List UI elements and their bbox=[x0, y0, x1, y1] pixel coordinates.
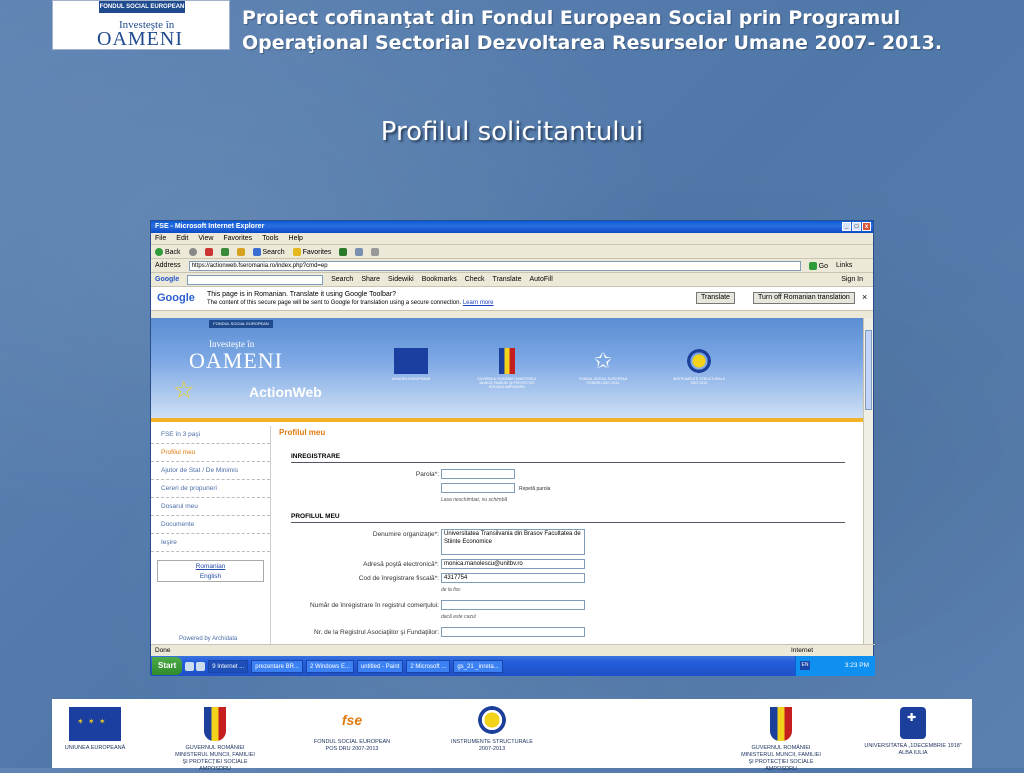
romania-crest-icon bbox=[770, 707, 792, 741]
eu-flag-icon bbox=[69, 707, 121, 741]
favorites-button[interactable] bbox=[293, 248, 332, 256]
email-label: Adresă poştă electronică*: bbox=[363, 561, 439, 568]
password-hint: Lasa neschimbat, nu schimbă bbox=[441, 497, 508, 503]
banner-actionweb: ActionWeb bbox=[249, 384, 322, 400]
email-input[interactable]: monica.manolescu@unitbv.ro bbox=[441, 559, 585, 569]
fiscal-code-input[interactable]: 4317754 bbox=[441, 573, 585, 583]
banner-invest: Investeşte în bbox=[209, 339, 255, 349]
back-button[interactable] bbox=[155, 248, 181, 256]
lang-english-link[interactable]: English bbox=[199, 573, 222, 580]
sidebar-item-dosarul-meu[interactable]: Dosarul meu bbox=[151, 498, 270, 516]
page-title: Profilul meu bbox=[279, 428, 326, 437]
association-register-input[interactable] bbox=[441, 627, 585, 637]
go-label: Go bbox=[818, 262, 828, 270]
windows-taskbar bbox=[151, 656, 875, 676]
sidebar-item-cereri[interactable]: Cereri de propuneri bbox=[151, 480, 270, 498]
page-scrollbar[interactable] bbox=[863, 318, 873, 644]
fse-logo bbox=[52, 0, 230, 50]
banner-logo-fse-label: FONDUL SOCIAL EUROPEAN POSDRU 2007-2013 bbox=[578, 377, 628, 385]
footer-logo-gov2-line3: ŞI PROTECŢIEI SOCIALE bbox=[748, 759, 814, 765]
star-icon bbox=[293, 248, 301, 256]
translate-message: This page is in Romanian. Translate it using Google Toolbar? bbox=[207, 291, 396, 298]
quick-launch-icon[interactable] bbox=[196, 662, 205, 671]
trade-register-input[interactable] bbox=[441, 600, 585, 610]
taskbar-item-internet[interactable]: 9 Internet ... bbox=[208, 660, 248, 673]
back-icon bbox=[155, 248, 163, 256]
banner-logo-eu bbox=[381, 348, 441, 389]
footer-logo-gov2-line1: GUVERNUL ROMÂNIEI bbox=[751, 745, 811, 751]
taskbar-item-paint[interactable]: untitled - Paint bbox=[357, 660, 403, 673]
banner-oameni: OAMENI bbox=[189, 348, 283, 373]
search-label: Search bbox=[262, 248, 285, 256]
footer-logo-gov1-line2: MINISTERUL MUNCII, FAMILIEI bbox=[175, 752, 255, 758]
sidebar-item-iesire[interactable]: Ieşire bbox=[151, 534, 270, 552]
translate-submessage bbox=[207, 300, 494, 306]
footer-logo-fse-line1: FONDUL SOCIAL EUROPEAN bbox=[313, 739, 391, 745]
language-switcher bbox=[157, 560, 264, 582]
banner-fse-band: FONDUL SOCIAL EUROPEAN bbox=[209, 320, 273, 328]
sidebar-item-fse-3-pasi[interactable]: FSE în 3 paşi bbox=[151, 426, 270, 444]
banner-logo-eu-label: UNIUNEA EUROPEANĂ bbox=[391, 377, 431, 381]
quick-launch-icon[interactable] bbox=[185, 662, 194, 671]
star-icon: ☆ bbox=[173, 377, 195, 404]
menu-help[interactable]: Help bbox=[288, 235, 303, 242]
section-profilul-meu: PROFILUL MEU bbox=[291, 513, 845, 523]
google-toolbar bbox=[151, 273, 873, 287]
sidebar-item-profilul-meu[interactable]: Profilul meu bbox=[151, 444, 270, 462]
search-icon bbox=[253, 248, 261, 256]
go-button[interactable] bbox=[809, 262, 828, 270]
fse-star-icon: fse bbox=[341, 712, 363, 728]
footer-logo-gov1-line1: GUVERNUL ROMÂNIEI bbox=[185, 745, 245, 751]
taskbar-item-pdf[interactable]: gs_21 _inreta... bbox=[453, 660, 502, 673]
refresh-icon[interactable] bbox=[221, 248, 229, 256]
fiscal-code-hint: de la fisc bbox=[441, 587, 461, 593]
header-title-line2: Operaţional Sectorial Dezvoltarea Resurselor Umane 2007- 2013. bbox=[242, 32, 943, 54]
translate-bar bbox=[151, 287, 873, 311]
scrollbar-thumb[interactable] bbox=[865, 330, 872, 410]
go-icon bbox=[809, 262, 817, 270]
footer-logo-fse-line2: POS DRU 2007-2013 bbox=[325, 746, 379, 752]
footer-logo-eu bbox=[60, 707, 130, 752]
taskbar-item-prezentare[interactable]: prezentare BR... bbox=[251, 660, 303, 673]
banner-logo-gov-label: GUVERNUL ROMÂNIEI MINISTERUL MUNCII, FAMILIEI ŞI PROTECŢIEI SOCIALE AMPOSDRU bbox=[477, 377, 537, 389]
footer-logo-gov2-line2: MINISTERUL MUNCII, FAMILIEI bbox=[741, 752, 821, 758]
learn-more-link[interactable]: Learn more bbox=[462, 300, 494, 306]
romania-crest-icon bbox=[204, 707, 226, 741]
header-title bbox=[242, 6, 1012, 56]
status-text: Done bbox=[155, 647, 171, 654]
browser-statusbar bbox=[151, 644, 875, 656]
address-input[interactable]: https://actionweb.fseromania.ro/index.php?cmd=ep bbox=[189, 261, 801, 271]
banner-logos bbox=[381, 348, 729, 389]
organization-label: Denumire organizaţie*: bbox=[372, 531, 439, 538]
site-sidebar bbox=[151, 426, 271, 644]
google-translate-button[interactable]: Translate bbox=[492, 276, 522, 283]
footer-logo-gov1-line4: AMPOSDRU bbox=[199, 766, 231, 772]
fse-logo-line1: Investeşte în bbox=[119, 19, 175, 31]
repeat-password-input[interactable] bbox=[441, 483, 515, 493]
header-title-line1: Proiect cofinanţat din Fondul European Social prin Programul bbox=[242, 7, 901, 29]
google-check-button[interactable]: Check bbox=[464, 276, 485, 283]
association-register-label: Nr. de la Registrul Asociaţiilor şi Fundaţiilor: bbox=[314, 629, 439, 636]
taskbar-item-microsoft[interactable]: 2 Microsoft ... bbox=[406, 660, 450, 673]
google-autofill-button[interactable]: AutoFill bbox=[529, 276, 553, 283]
turn-off-translation-button[interactable]: Turn off Romanian translation bbox=[753, 292, 855, 304]
close-icon[interactable]: x bbox=[862, 222, 871, 231]
media-icon[interactable] bbox=[339, 248, 347, 256]
google-toolbar-logo: Google bbox=[155, 276, 180, 283]
sidebar-item-documente[interactable]: Documente bbox=[151, 516, 270, 534]
minimize-icon[interactable]: _ bbox=[842, 222, 851, 231]
menu-favorites[interactable]: Favorites bbox=[223, 235, 253, 242]
maximize-icon[interactable]: □ bbox=[852, 222, 861, 231]
footer-logo-gov2 bbox=[726, 707, 836, 773]
address-label: Address bbox=[155, 262, 181, 269]
status-zone: Internet bbox=[791, 647, 814, 654]
quick-launch bbox=[185, 662, 205, 671]
university-crest-icon bbox=[900, 707, 926, 739]
footer-logos bbox=[52, 699, 972, 772]
fse-logo-line2: OAMENI bbox=[97, 28, 183, 50]
sidebar-item-ajutor-de-stat[interactable]: Ajutor de Stat / De Minimis bbox=[151, 462, 270, 480]
banner-logo-is bbox=[669, 348, 729, 389]
print-icon[interactable] bbox=[371, 248, 379, 256]
translate-sub-text: The content of this secure page will be sent to Google for translation using a secure connection. bbox=[207, 300, 462, 306]
trade-register-label: Număr de înregistrare în registrul comerţului: bbox=[310, 602, 439, 609]
browser-window bbox=[150, 220, 874, 675]
favorites-label: Favorites bbox=[302, 248, 332, 256]
organization-textarea[interactable]: Universitatea Transilvania din Brasov Facultatea de Stiinte Economice bbox=[441, 529, 585, 555]
language-indicator[interactable]: EN bbox=[801, 662, 809, 668]
banner-logo-fse: ✩ FONDUL SOCIAL EUROPEAN POSDRU 2007-2013 bbox=[578, 348, 628, 385]
web-page bbox=[151, 318, 865, 644]
fse-logo-band: FONDUL SOCIAL EUROPEAN bbox=[99, 1, 185, 13]
address-bar bbox=[151, 259, 873, 273]
footer-logo-university-line2: ALBA IULIA bbox=[898, 750, 928, 756]
footer-logo-gov1 bbox=[160, 707, 270, 773]
system-tray bbox=[795, 656, 875, 676]
forward-icon[interactable] bbox=[189, 248, 197, 256]
stop-icon[interactable] bbox=[205, 248, 213, 256]
home-icon[interactable] bbox=[237, 248, 245, 256]
menu-edit[interactable]: Edit bbox=[176, 235, 189, 242]
google-search-input[interactable] bbox=[187, 275, 323, 285]
footer-logo-fse bbox=[302, 705, 402, 753]
browser-title: FSE - Microsoft Internet Explorer bbox=[155, 223, 265, 230]
trade-register-hint: dacă este cazul bbox=[441, 614, 476, 620]
footer-logo-is bbox=[442, 705, 542, 753]
browser-titlebar bbox=[151, 221, 873, 233]
close-translate-icon[interactable]: × bbox=[862, 292, 868, 302]
links-button[interactable]: Links bbox=[835, 262, 853, 269]
google-share-button[interactable]: Share bbox=[361, 276, 380, 283]
footer-logo-is-line1: INSTRUMENTE STRUCTURALE bbox=[451, 739, 533, 745]
lang-romanian-link[interactable]: Romanian bbox=[195, 563, 226, 570]
banner-logo-gov bbox=[477, 348, 537, 389]
google-sidewiki-button[interactable]: Sidewiki bbox=[388, 276, 414, 283]
footer-logo-eu-line1: UNIUNEA EUROPEANĂ bbox=[64, 745, 126, 751]
banner-logo-is-label: INSTRUMENTE STRUCTURALE 2007-2013 bbox=[672, 377, 726, 385]
structural-instruments-icon bbox=[472, 705, 512, 735]
menu-tools[interactable]: Tools bbox=[262, 235, 279, 242]
google-bookmarks-button[interactable]: Bookmarks bbox=[421, 276, 457, 283]
footer-logo-university-line1: UNIVERSITATEA „1DECEMBRIE 1918” bbox=[864, 743, 962, 749]
footer-logo-gov2-line4: AMPOSDRU bbox=[765, 766, 797, 772]
slide-title: Profilul solicitantului bbox=[380, 117, 644, 147]
site-banner bbox=[151, 318, 865, 422]
repeat-password-label: Repetă parola bbox=[519, 486, 551, 492]
section-inregistrare: INREGISTRARE bbox=[291, 453, 845, 463]
footer-logo-is-line2: 2007-2013 bbox=[478, 746, 506, 752]
translate-button[interactable]: Translate bbox=[696, 292, 735, 304]
google-search-button[interactable]: Search bbox=[331, 276, 354, 283]
start-button[interactable]: Start bbox=[152, 657, 182, 675]
menu-file[interactable]: File bbox=[155, 235, 167, 242]
browser-toolbar bbox=[151, 245, 873, 259]
password-input[interactable] bbox=[441, 469, 515, 479]
google-signin-button[interactable]: Sign In bbox=[841, 276, 863, 283]
translate-google-logo: Google bbox=[157, 292, 195, 304]
footer-logo-gov1-line3: ŞI PROTECŢIEI SOCIALE bbox=[182, 759, 248, 765]
powered-by[interactable]: Powered by Archidata bbox=[179, 636, 238, 642]
menu-view[interactable]: View bbox=[198, 235, 214, 242]
browser-menubar bbox=[151, 233, 873, 245]
profile-form bbox=[279, 426, 849, 641]
back-label: Back bbox=[164, 248, 181, 256]
fiscal-code-label: Cod de înregistrare fiscală*: bbox=[358, 575, 439, 582]
footer-logo-university bbox=[858, 707, 968, 757]
password-label: Parola*: bbox=[415, 471, 439, 478]
mail-icon[interactable] bbox=[355, 248, 363, 256]
taskbar-item-windows-explorer[interactable]: 2 Windows E... bbox=[306, 660, 354, 673]
clock: 3:23 PM bbox=[844, 662, 869, 669]
search-button[interactable] bbox=[253, 248, 285, 256]
